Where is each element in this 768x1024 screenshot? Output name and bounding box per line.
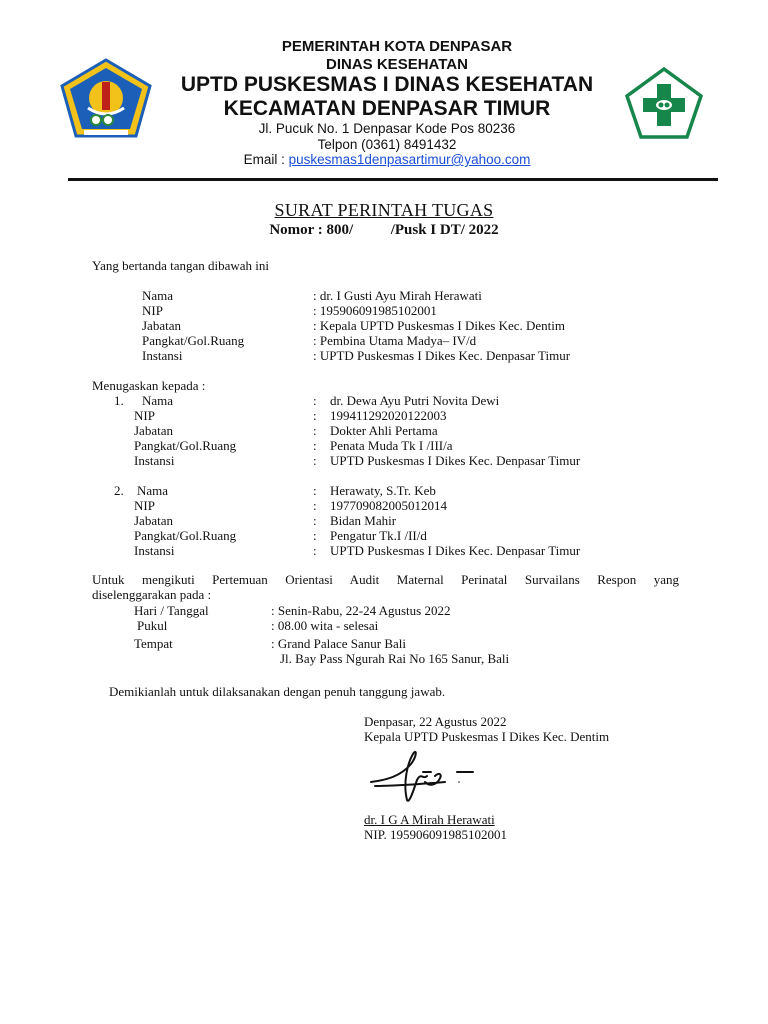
purpose-line-1: Untuk mengikuti Pertemuan Orientasi Audit Maternal Perinatal Survailans Respon yang xyxy=(92,572,679,587)
purpose-line-2: diselenggarakan pada : xyxy=(92,587,212,602)
assign-heading: Menugaskan kepada : xyxy=(92,378,206,393)
assignee-1-label-nama: Nama xyxy=(142,393,174,408)
letterhead-divider xyxy=(68,178,718,181)
assignee-2-value-instansi: UPTD Puskesmas I Dikes Kec. Denpasar Timur xyxy=(330,543,581,558)
assignee-2-value-nip: 197709082005012014 xyxy=(330,498,447,513)
event-value-pukul: : 08.00 wita - selesai xyxy=(271,618,379,633)
assignee-2-colon: : xyxy=(313,528,317,543)
assignee-1-number: 1. xyxy=(114,393,124,408)
assignee-1-value-jabatan: Dokter Ahli Pertama xyxy=(330,423,438,438)
assignee-1-label-nip: NIP xyxy=(134,408,155,423)
signer-label-jabatan: Jabatan xyxy=(142,318,181,333)
email-label: Email : xyxy=(243,152,289,167)
email-link[interactable]: puskesmas1denpasartimur@yahoo.com xyxy=(288,152,531,167)
assignee-1-colon: : xyxy=(313,408,317,423)
assignee-1-colon: : xyxy=(313,438,317,453)
assignee-1-label-pangkat: Pangkat/Gol.Ruang xyxy=(134,438,237,453)
assignee-2-value-nama: Herawaty, S.Tr. Keb xyxy=(330,483,436,498)
closing-text: Demikianlah untuk dilaksanakan dengan penuh tanggung jawab. xyxy=(109,684,446,699)
assignee-1-label-jabatan: Jabatan xyxy=(134,423,173,438)
event-label-pukul: Pukul xyxy=(137,618,168,633)
signer-label-nama: Nama xyxy=(142,288,174,303)
place-date: Denpasar, 22 Agustus 2022 xyxy=(364,714,507,729)
city-emblem-logo xyxy=(58,58,154,145)
signer-label-pangkat: Pangkat/Gol.Ruang xyxy=(142,333,245,348)
assignee-1-colon: : xyxy=(313,423,317,438)
assignee-2-value-pangkat: Pengatur Tk.I /II/d xyxy=(330,528,427,543)
assignee-1-value-pangkat: Penata Muda Tk I /III/a xyxy=(330,438,453,453)
signer-value-nip: : 195906091985102001 xyxy=(313,303,437,318)
signer-value-nama: : dr. I Gusti Ayu Mirah Herawati xyxy=(313,288,482,303)
letterhead-department: DINAS KESEHATAN xyxy=(326,56,468,73)
assignee-2-colon: : xyxy=(313,543,317,558)
letterhead-district: KECAMATAN DENPASAR TIMUR xyxy=(223,97,551,120)
assignee-1-label-instansi: Instansi xyxy=(134,453,175,468)
handwritten-signature xyxy=(365,742,485,811)
assignee-1-value-nip: 199411292020122003 xyxy=(330,408,447,423)
letterhead-address: Jl. Pucuk No. 1 Denpasar Kode Pos 80236 xyxy=(258,121,516,136)
assignee-1-colon: : xyxy=(313,393,317,408)
signer-label-instansi: Instansi xyxy=(142,348,183,363)
assignee-1-value-nama: dr. Dewa Ayu Putri Novita Dewi xyxy=(330,393,500,408)
document-number: Nomor : 800/ /Pusk I DT/ 2022 xyxy=(269,222,499,238)
event-label-hari: Hari / Tanggal xyxy=(134,603,209,618)
letterhead-institution: UPTD PUSKESMAS I DINAS KESEHATAN xyxy=(180,73,594,96)
assignee-1-value-instansi: UPTD Puskesmas I Dikes Kec. Denpasar Timur xyxy=(330,453,581,468)
letterhead-government: PEMERINTAH KOTA DENPASAR xyxy=(281,38,513,55)
signer-value-jabatan: : Kepala UPTD Puskesmas I Dikes Kec. Dentim xyxy=(313,318,566,333)
assignee-2-colon: : xyxy=(313,483,317,498)
assignee-2-label-pangkat: Pangkat/Gol.Ruang xyxy=(134,528,237,543)
signer-value-instansi: : UPTD Puskesmas I Dikes Kec. Denpasar Timur xyxy=(313,348,571,363)
puskesmas-logo xyxy=(624,66,704,145)
document-title: SURAT PERINTAH TUGAS xyxy=(274,200,494,220)
assignee-2-colon: : xyxy=(313,513,317,528)
signer-nip: NIP. 195906091985102001 xyxy=(364,827,508,842)
assignee-2-number: 2. xyxy=(114,483,124,498)
assignee-2-label-nama: Nama xyxy=(137,483,169,498)
intro-text: Yang bertanda tangan dibawah ini xyxy=(92,258,270,273)
assignee-1-colon: : xyxy=(313,453,317,468)
assignee-2-label-instansi: Instansi xyxy=(134,543,175,558)
assignee-2-label-nip: NIP xyxy=(134,498,155,513)
signer-name: dr. I G A Mirah Herawati xyxy=(364,812,495,827)
signer-position: Kepala UPTD Puskesmas I Dikes Kec. Dentim xyxy=(364,729,610,744)
signer-value-pangkat: : Pembina Utama Madya– IV/d xyxy=(313,333,477,348)
letterhead-phone: Telpon (0361) 8491432 xyxy=(317,137,457,152)
signer-label-nip: NIP xyxy=(142,303,163,318)
event-label-tempat: Tempat xyxy=(134,636,173,651)
assignee-2-label-jabatan: Jabatan xyxy=(134,513,173,528)
assignee-2-colon: : xyxy=(313,498,317,513)
letterhead-email-line xyxy=(150,152,624,167)
assignee-2-value-jabatan: Bidan Mahir xyxy=(330,513,397,528)
event-value-tempat-address: Jl. Bay Pass Ngurah Rai No 165 Sanur, Bali xyxy=(280,651,510,666)
event-value-tempat: : Grand Palace Sanur Bali xyxy=(271,636,407,651)
event-value-hari: : Senin-Rabu, 22-24 Agustus 2022 xyxy=(271,603,451,618)
